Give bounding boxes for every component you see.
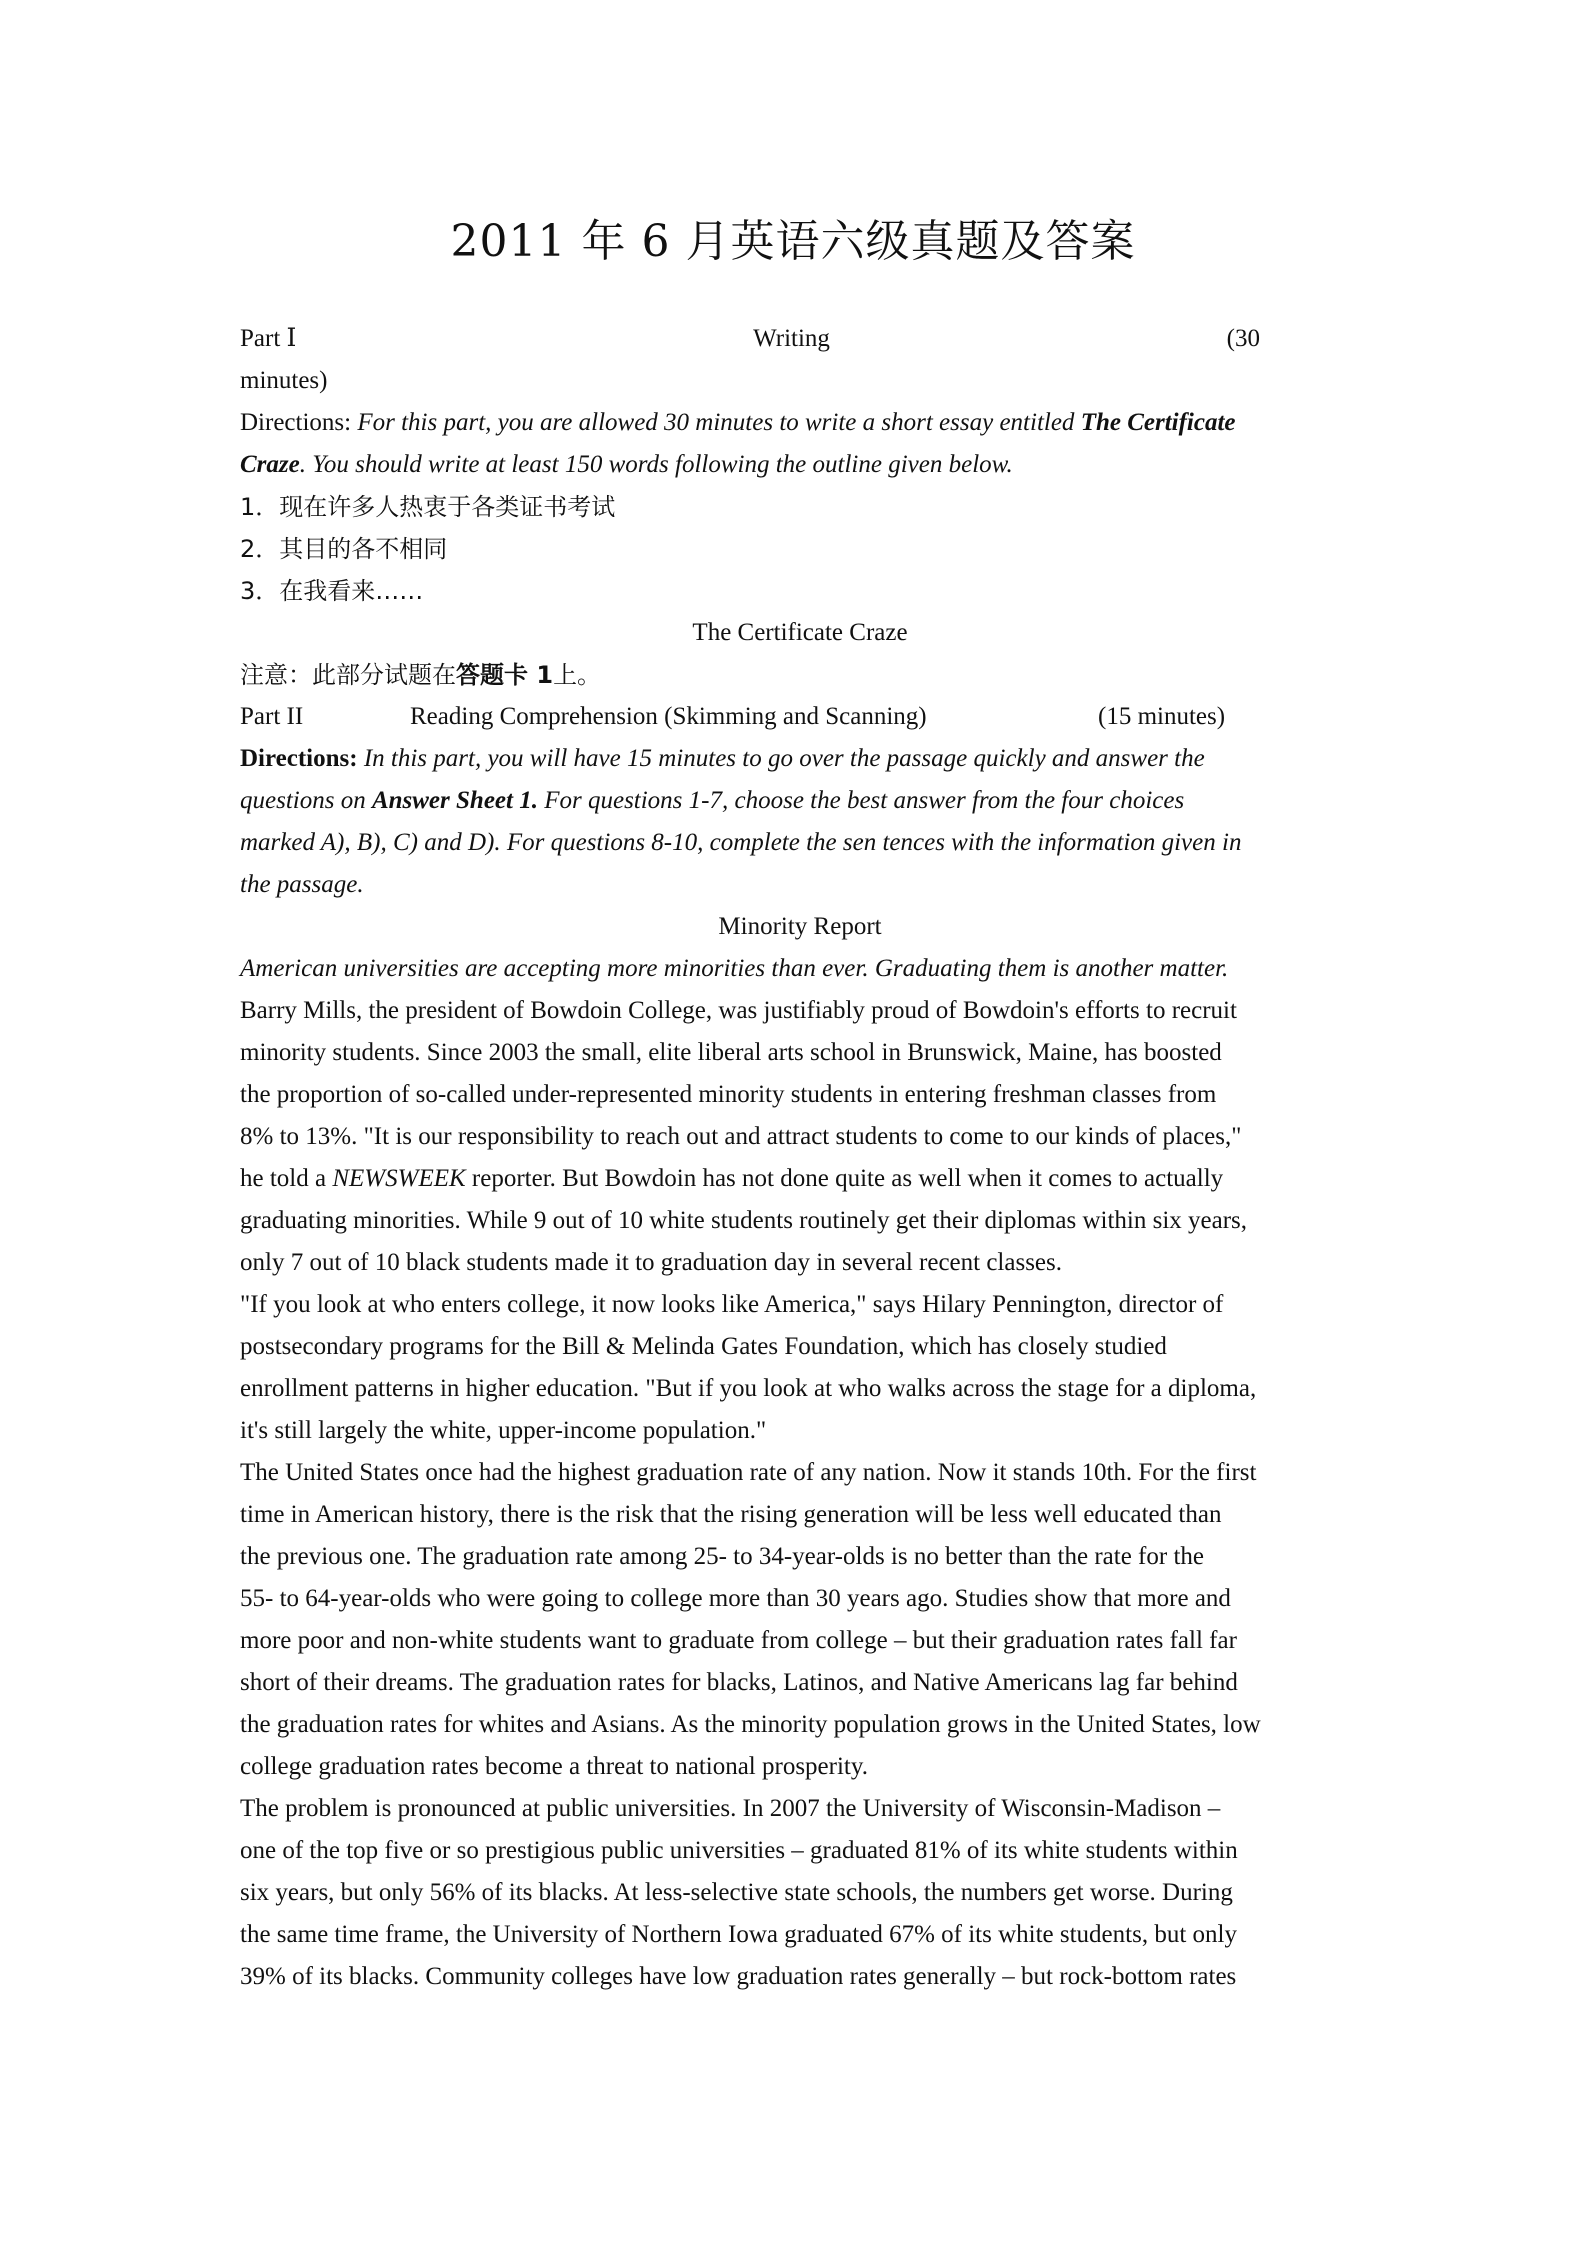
part1-time-close: minutes): [240, 367, 328, 394]
passage-line: short of their dreams. The graduation rates for blacks, Latinos, and Native Americans lag far behind: [240, 1669, 1238, 1696]
passage-line: one of the top five or so prestigious public universities – graduated 81% of its white students within: [240, 1837, 1238, 1864]
part1-label: Part Ⅰ: [240, 325, 297, 352]
passage-line: it's still largely the white, upper-income population.": [240, 1417, 767, 1444]
directions-text-2: . You should write at least 150 words following the outline given below.: [299, 451, 1013, 478]
part2-time: (15 minutes): [1098, 703, 1226, 730]
passage-line: more poor and non-white students want to graduate from college – but their graduation rates fall far: [240, 1627, 1237, 1654]
note-prefix: 注意：此部分试题在: [240, 661, 456, 689]
answer-sheet-ref: Answer Sheet 1.: [371, 787, 538, 814]
passage-line: enrollment patterns in higher education. "But if you look at who walks across the stage for a diploma,: [240, 1375, 1257, 1402]
passage-line: 55- to 64-year-olds who were going to college more than 30 years ago. Studies show that more and: [240, 1585, 1231, 1612]
part2-directions-line3: marked A), B), C) and D). For questions 8-10, complete the sen tences with the information given in: [240, 829, 1242, 856]
newsweek-ref: NEWSWEEK: [332, 1165, 466, 1192]
page-title: 2011 年 6 月英语六级真题及答案: [450, 216, 1136, 267]
passage-line: The problem is pronounced at public universities. In 2007 the University of Wisconsin-Madison –: [240, 1795, 1221, 1822]
part2-directions-line2: [240, 780, 1360, 822]
passage-title: Minority Report: [718, 913, 882, 940]
passage-line: postsecondary programs for the Bill & Melinda Gates Foundation, which has closely studied: [240, 1333, 1167, 1360]
passage-line: the previous one. The graduation rate among 25- to 34-year-olds is no better than the rate for the: [240, 1543, 1205, 1570]
passage-line: 39% of its blacks. Community colleges have low graduation rates generally – but rock-bottom rates: [240, 1963, 1237, 1990]
part2-header: [240, 696, 1360, 738]
passage-line: Barry Mills, the president of Bowdoin College, was justifiably proud of Bowdoin's efforts to recruit: [240, 997, 1237, 1024]
outline-item: 1．现在许多人热衷于各类证书考试: [240, 493, 616, 521]
passage-line: the graduation rates for whites and Asians. As the minority population grows in the United States, low: [240, 1711, 1261, 1738]
document-body: [240, 318, 1360, 1998]
part2-directions-line4: the passage.: [240, 871, 364, 898]
passage-line: college graduation rates become a threat to national prosperity.: [240, 1753, 868, 1780]
p1-l5-b: reporter. But Bowdoin has not done quite as well when it comes to actually: [465, 1165, 1224, 1192]
part2-directions-text: In this part, you will have 15 minutes to go over the passage quickly and answer the: [363, 745, 1205, 772]
passage-line: "If you look at who enters college, it now looks like America," says Hilary Pennington, director of: [240, 1291, 1224, 1318]
part1-directions-line2: [240, 444, 1360, 486]
essay-title-inline-end: Craze: [240, 451, 300, 478]
passage-line: The United States once had the highest graduation rate of any nation. Now it stands 10th. For the first: [240, 1459, 1257, 1486]
passage-lead: American universities are accepting more minorities than ever. Graduating them is another matter.: [240, 955, 1229, 982]
passage-line: only 7 out of 10 black students made it to graduation day in several recent classes.: [240, 1249, 1062, 1276]
dir-line2-a: questions on: [240, 787, 372, 814]
part1-note: [240, 654, 1360, 696]
outline-item: 2．其目的各不相同: [240, 535, 448, 563]
passage-line: graduating minorities. While 9 out of 10 white students routinely get their diplomas within six years,: [240, 1207, 1248, 1234]
outline-item: 3．在我看来……: [240, 577, 424, 605]
part2-label: Part II: [240, 703, 304, 730]
note-suffix: 上。: [553, 661, 602, 689]
passage-line: [240, 1158, 1360, 1200]
passage-line: the same time frame, the University of Northern Iowa graduated 67% of its white students, but only: [240, 1921, 1237, 1948]
p1-l5-a: he told a: [240, 1165, 333, 1192]
part2-directions-label: Directions:: [240, 745, 358, 772]
directions-text: For this part, you are allowed 30 minutes to write a short essay entitled: [357, 409, 1075, 436]
passage-line: minority students. Since 2003 the small, elite liberal arts school in Brunswick, Maine, has boosted: [240, 1039, 1222, 1066]
essay-title-inline: The Certificate: [1080, 409, 1236, 436]
passage-line: time in American history, there is the risk that the rising generation will be less well educated than: [240, 1501, 1222, 1528]
part1-name: Writing: [753, 325, 830, 352]
part1-header: [240, 318, 1360, 360]
part1-time-open: (30: [1226, 325, 1260, 352]
directions-label: Directions:: [240, 409, 352, 436]
passage-line: 8% to 13%. "It is our responsibility to reach out and attract students to come to our kinds of places,": [240, 1123, 1242, 1150]
passage-line: the proportion of so-called under-represented minority students in entering freshman classes from: [240, 1081, 1217, 1108]
passage-line: six years, but only 56% of its blacks. At less-selective state schools, the numbers get worse. During: [240, 1879, 1233, 1906]
essay-heading: The Certificate Craze: [692, 619, 908, 646]
note-bold: 答题卡 1: [456, 661, 554, 689]
part1-directions-line1: [240, 402, 1360, 444]
part2-directions-line1: [240, 738, 1360, 780]
dir-line2-b: For questions 1-7, choose the best answer from the four choices: [537, 787, 1185, 814]
part2-name: Reading Comprehension (Skimming and Scanning): [410, 703, 927, 730]
